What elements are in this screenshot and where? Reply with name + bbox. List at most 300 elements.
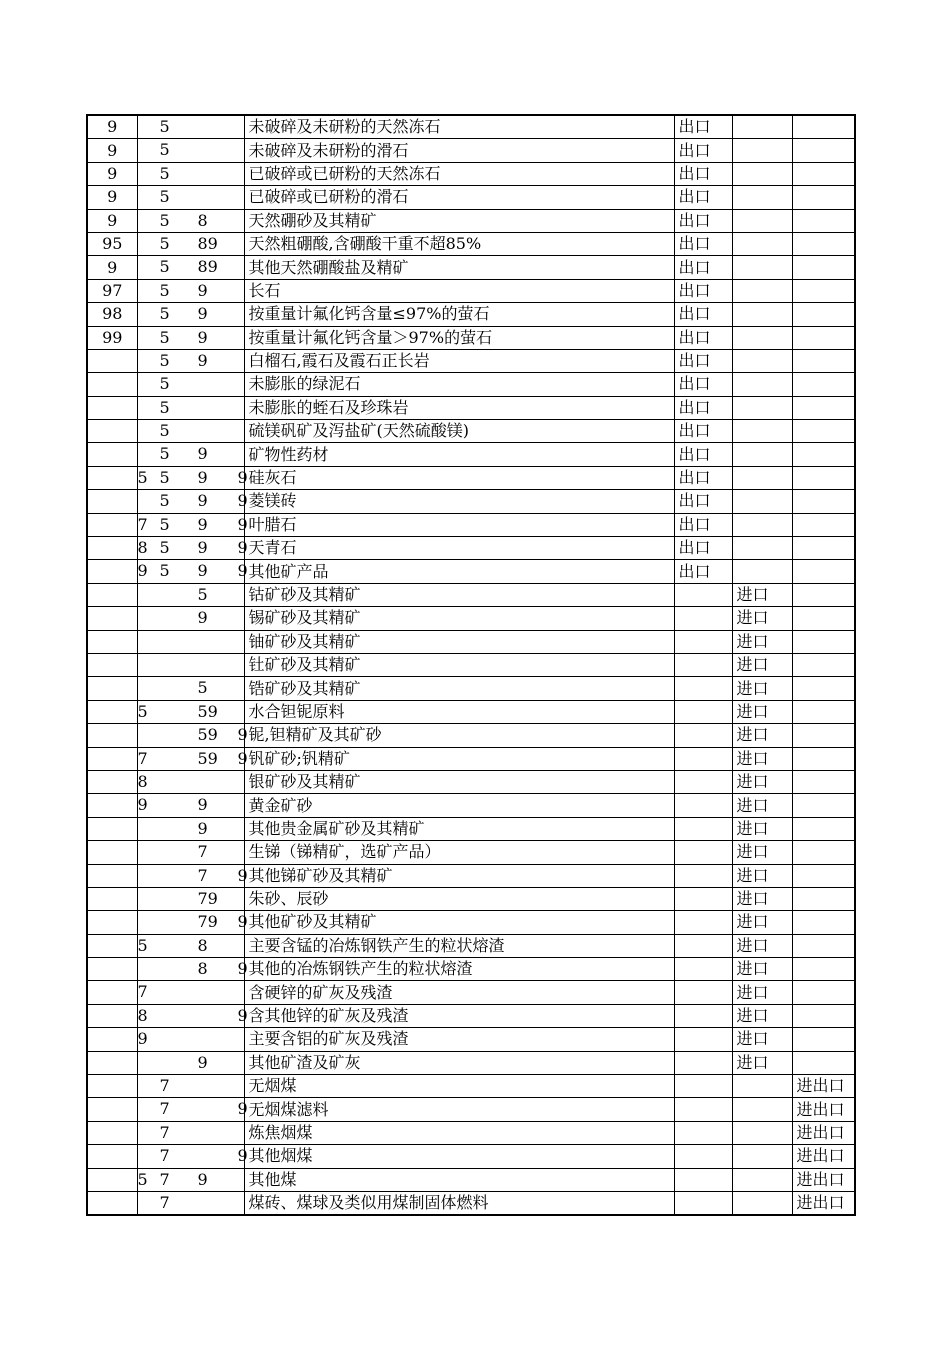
code-digits-cell bbox=[137, 770, 244, 793]
import-export-cell: 进出口 bbox=[792, 1121, 855, 1144]
commodity-name-cell: 硫镁矾矿及泻盐矿(天然硫酸镁) bbox=[244, 420, 674, 443]
import-export-cell bbox=[792, 677, 855, 700]
import-export-cell bbox=[792, 1028, 855, 1051]
code-prefix-cell bbox=[87, 537, 137, 560]
export-cell: 出口 bbox=[674, 466, 732, 489]
commodity-name-cell: 天然硼砂及其精矿 bbox=[244, 209, 674, 232]
import-cell bbox=[732, 396, 792, 419]
table-row bbox=[87, 1075, 855, 1098]
code-digit-b3: 9 bbox=[237, 491, 248, 511]
import-cell: 进口 bbox=[732, 911, 792, 934]
export-cell bbox=[674, 911, 732, 934]
import-export-cell bbox=[792, 864, 855, 887]
export-cell: 出口 bbox=[674, 490, 732, 513]
table-row bbox=[87, 162, 855, 185]
commodity-name-cell: 其他贵金属矿砂及其精矿 bbox=[244, 817, 674, 840]
import-cell bbox=[732, 279, 792, 302]
code-digit-b0: 9 bbox=[137, 795, 148, 815]
code-digit-b0: 7 bbox=[137, 514, 148, 534]
commodity-name-cell: 长石 bbox=[244, 279, 674, 302]
export-cell bbox=[674, 724, 732, 747]
import-cell bbox=[732, 1098, 792, 1121]
table-row bbox=[87, 653, 855, 676]
export-cell bbox=[674, 607, 732, 630]
import-cell bbox=[732, 256, 792, 279]
table-row bbox=[87, 256, 855, 279]
table-row bbox=[87, 513, 855, 536]
commodity-name-cell: 铌,钽精矿及其矿砂 bbox=[244, 724, 674, 747]
export-cell bbox=[674, 958, 732, 981]
code-digit-b0: 8 bbox=[137, 771, 148, 791]
import-export-cell bbox=[792, 911, 855, 934]
code-digit-b2: 89 bbox=[197, 257, 218, 277]
code-digits-cell bbox=[137, 934, 244, 957]
commodity-name-cell: 生锑（锑精矿，选矿产品） bbox=[244, 841, 674, 864]
import-cell: 进口 bbox=[732, 700, 792, 723]
export-cell bbox=[674, 630, 732, 653]
import-export-cell: 进出口 bbox=[792, 1098, 855, 1121]
code-digit-b2: 9 bbox=[197, 538, 208, 558]
import-export-cell: 进出口 bbox=[792, 1168, 855, 1191]
code-digit-b2: 9 bbox=[197, 608, 208, 628]
import-export-cell bbox=[792, 537, 855, 560]
code-prefix-cell: 97 bbox=[87, 279, 137, 302]
import-export-cell bbox=[792, 513, 855, 536]
export-cell: 出口 bbox=[674, 209, 732, 232]
code-prefix-cell: 99 bbox=[87, 326, 137, 349]
import-export-cell bbox=[792, 981, 855, 1004]
code-digit-b0: 5 bbox=[137, 701, 148, 721]
import-export-cell bbox=[792, 326, 855, 349]
code-prefix-cell bbox=[87, 794, 137, 817]
code-digit-b1: 5 bbox=[159, 210, 170, 230]
table-row bbox=[87, 981, 855, 1004]
table-row bbox=[87, 396, 855, 419]
import-cell: 进口 bbox=[732, 864, 792, 887]
import-export-cell bbox=[792, 256, 855, 279]
import-cell: 进口 bbox=[732, 841, 792, 864]
export-cell bbox=[674, 677, 732, 700]
code-digits-cell bbox=[137, 256, 244, 279]
import-cell bbox=[732, 186, 792, 209]
code-digit-b2: 9 bbox=[197, 327, 208, 347]
code-digit-b3: 9 bbox=[237, 725, 248, 745]
table-row bbox=[87, 115, 855, 139]
export-cell: 出口 bbox=[674, 537, 732, 560]
code-digit-b1: 5 bbox=[159, 257, 170, 277]
code-digits-cell bbox=[137, 607, 244, 630]
commodity-name-cell: 锆矿砂及其精矿 bbox=[244, 677, 674, 700]
code-digits-cell bbox=[137, 700, 244, 723]
import-cell bbox=[732, 209, 792, 232]
code-digit-b3: 9 bbox=[237, 1099, 248, 1119]
code-digit-b2: 9 bbox=[197, 491, 208, 511]
code-digit-b0: 8 bbox=[137, 1005, 148, 1025]
export-cell bbox=[674, 1075, 732, 1098]
code-digits-cell bbox=[137, 396, 244, 419]
import-cell: 进口 bbox=[732, 958, 792, 981]
code-digit-b1: 7 bbox=[159, 1122, 170, 1142]
export-cell bbox=[674, 770, 732, 793]
code-digit-b2: 9 bbox=[197, 818, 208, 838]
table-row bbox=[87, 934, 855, 957]
commodity-name-cell: 叶腊石 bbox=[244, 513, 674, 536]
import-export-cell bbox=[792, 466, 855, 489]
commodity-name-cell: 天青石 bbox=[244, 537, 674, 560]
code-prefix-cell bbox=[87, 396, 137, 419]
commodity-name-cell: 主要含铝的矿灰及残渣 bbox=[244, 1028, 674, 1051]
commodity-name-cell: 无烟煤滤料 bbox=[244, 1098, 674, 1121]
export-cell: 出口 bbox=[674, 373, 732, 396]
code-digit-b2: 59 bbox=[197, 701, 218, 721]
table-row bbox=[87, 349, 855, 372]
table-row bbox=[87, 279, 855, 302]
export-cell: 出口 bbox=[674, 256, 732, 279]
code-digits-cell bbox=[137, 466, 248, 489]
table-row bbox=[87, 443, 855, 466]
import-export-cell: 进出口 bbox=[792, 1145, 855, 1168]
code-digit-b1: 5 bbox=[159, 140, 170, 160]
import-export-cell bbox=[792, 209, 855, 232]
table-row bbox=[87, 560, 855, 583]
commodity-name-cell: 未破碎及未研粉的天然冻石 bbox=[244, 115, 674, 139]
export-cell bbox=[674, 1121, 732, 1144]
commodity-name-cell: 按重量计氟化钙含量≤97%的萤石 bbox=[244, 303, 674, 326]
code-digits-cell bbox=[137, 232, 244, 255]
code-digit-b1: 5 bbox=[159, 397, 170, 417]
import-cell bbox=[732, 326, 792, 349]
table-row bbox=[87, 373, 855, 396]
commodity-table bbox=[86, 114, 856, 1216]
code-digit-b2: 89 bbox=[197, 233, 218, 253]
code-digit-b2: 9 bbox=[197, 467, 208, 487]
code-prefix-cell bbox=[87, 724, 137, 747]
code-digits-cell bbox=[137, 1191, 244, 1215]
import-export-cell bbox=[792, 583, 855, 606]
import-cell bbox=[732, 162, 792, 185]
import-export-cell bbox=[792, 607, 855, 630]
code-digits-cell bbox=[137, 1051, 244, 1074]
table-row bbox=[87, 232, 855, 255]
code-digit-b0: 9 bbox=[137, 1029, 148, 1049]
export-cell: 出口 bbox=[674, 186, 732, 209]
code-digit-b2: 8 bbox=[197, 210, 208, 230]
code-digit-b0: 8 bbox=[137, 538, 148, 558]
commodity-name-cell: 其他煤 bbox=[244, 1168, 674, 1191]
code-prefix-cell bbox=[87, 911, 137, 934]
code-prefix-cell bbox=[87, 1051, 137, 1074]
import-cell bbox=[732, 560, 792, 583]
import-cell bbox=[732, 513, 792, 536]
code-digit-b2: 9 bbox=[197, 350, 208, 370]
code-digit-b2: 9 bbox=[197, 280, 208, 300]
code-prefix-cell bbox=[87, 583, 137, 606]
import-cell bbox=[732, 115, 792, 139]
export-cell bbox=[674, 700, 732, 723]
code-digits-cell bbox=[137, 443, 244, 466]
code-digit-b3: 9 bbox=[237, 538, 248, 558]
commodity-name-cell: 含其他锌的矿灰及残渣 bbox=[244, 1004, 674, 1027]
export-cell: 出口 bbox=[674, 326, 732, 349]
code-prefix-cell: 9 bbox=[87, 162, 137, 185]
export-cell bbox=[674, 1191, 732, 1215]
code-digits-cell bbox=[137, 162, 244, 185]
export-cell: 出口 bbox=[674, 232, 732, 255]
import-cell: 进口 bbox=[732, 583, 792, 606]
import-cell: 进口 bbox=[732, 817, 792, 840]
code-prefix-cell bbox=[87, 1121, 137, 1144]
table-row bbox=[87, 1051, 855, 1074]
import-export-cell bbox=[792, 958, 855, 981]
code-prefix-cell bbox=[87, 607, 137, 630]
code-prefix-cell bbox=[87, 1191, 137, 1215]
export-cell bbox=[674, 864, 732, 887]
import-export-cell bbox=[792, 700, 855, 723]
code-digit-b2: 9 bbox=[197, 444, 208, 464]
table-row bbox=[87, 537, 855, 560]
code-digit-b1: 5 bbox=[159, 374, 170, 394]
export-cell bbox=[674, 817, 732, 840]
commodity-name-cell: 其他锑矿砂及其精矿 bbox=[244, 864, 674, 887]
code-prefix-cell bbox=[87, 887, 137, 910]
import-export-cell bbox=[792, 724, 855, 747]
code-digit-b2: 5 bbox=[197, 584, 208, 604]
import-export-cell bbox=[792, 770, 855, 793]
import-cell: 进口 bbox=[732, 630, 792, 653]
code-digit-b1: 7 bbox=[159, 1076, 170, 1096]
code-prefix-cell bbox=[87, 490, 137, 513]
import-cell: 进口 bbox=[732, 1051, 792, 1074]
commodity-name-cell: 锡矿砂及其精矿 bbox=[244, 607, 674, 630]
import-cell: 进口 bbox=[732, 724, 792, 747]
code-prefix-cell bbox=[87, 1168, 137, 1191]
code-digit-b1: 5 bbox=[159, 561, 170, 581]
code-digit-b1: 5 bbox=[159, 327, 170, 347]
code-digits-cell bbox=[137, 724, 248, 747]
table-row bbox=[87, 209, 855, 232]
code-digit-b2: 9 bbox=[197, 514, 208, 534]
table-row bbox=[87, 490, 855, 513]
import-cell: 进口 bbox=[732, 677, 792, 700]
table-row bbox=[87, 1145, 855, 1168]
table-row bbox=[87, 607, 855, 630]
import-cell bbox=[732, 232, 792, 255]
code-prefix-cell bbox=[87, 981, 137, 1004]
table-row bbox=[87, 466, 855, 489]
code-digits-cell bbox=[137, 981, 244, 1004]
import-export-cell bbox=[792, 1051, 855, 1074]
table-row bbox=[87, 1121, 855, 1144]
code-prefix-cell: 9 bbox=[87, 256, 137, 279]
export-cell: 出口 bbox=[674, 349, 732, 372]
import-export-cell bbox=[792, 560, 855, 583]
import-cell bbox=[732, 1168, 792, 1191]
commodity-name-cell: 钒矿砂;钒精矿 bbox=[244, 747, 674, 770]
commodity-name-cell: 菱镁砖 bbox=[244, 490, 674, 513]
commodity-name-cell: 主要含锰的冶炼钢铁产生的粒状熔渣 bbox=[244, 934, 674, 957]
import-cell bbox=[732, 1075, 792, 1098]
code-digit-b1: 5 bbox=[159, 491, 170, 511]
code-prefix-cell bbox=[87, 420, 137, 443]
code-digits-cell bbox=[137, 747, 248, 770]
import-export-cell bbox=[792, 349, 855, 372]
import-export-cell: 进出口 bbox=[792, 1191, 855, 1215]
code-digit-b2: 5 bbox=[197, 678, 208, 698]
code-prefix-cell bbox=[87, 677, 137, 700]
code-digits-cell bbox=[137, 630, 244, 653]
import-cell bbox=[732, 466, 792, 489]
table-row bbox=[87, 1004, 855, 1027]
table-row bbox=[87, 630, 855, 653]
code-digit-b0: 5 bbox=[137, 1169, 148, 1189]
commodity-name-cell: 炼焦烟煤 bbox=[244, 1121, 674, 1144]
import-cell bbox=[732, 1121, 792, 1144]
code-digit-b2: 9 bbox=[197, 304, 208, 324]
import-cell bbox=[732, 303, 792, 326]
code-digits-cell bbox=[137, 1028, 244, 1051]
commodity-name-cell: 其他的冶炼钢铁产生的粒状熔渣 bbox=[244, 958, 674, 981]
commodity-name-cell: 黄金矿砂 bbox=[244, 794, 674, 817]
code-prefix-cell bbox=[87, 841, 137, 864]
import-export-cell: 进出口 bbox=[792, 1075, 855, 1098]
code-digit-b3: 9 bbox=[237, 748, 248, 768]
code-digit-b1: 5 bbox=[159, 514, 170, 534]
commodity-name-cell: 矿物性药材 bbox=[244, 443, 674, 466]
export-cell bbox=[674, 1051, 732, 1074]
commodity-name-cell: 朱砂、辰砂 bbox=[244, 887, 674, 910]
export-cell bbox=[674, 747, 732, 770]
import-export-cell bbox=[792, 630, 855, 653]
import-export-cell bbox=[792, 490, 855, 513]
code-digits-cell bbox=[137, 513, 248, 536]
code-prefix-cell bbox=[87, 700, 137, 723]
export-cell bbox=[674, 583, 732, 606]
export-cell: 出口 bbox=[674, 443, 732, 466]
code-prefix-cell bbox=[87, 1028, 137, 1051]
code-digits-cell bbox=[137, 303, 244, 326]
code-digits-cell bbox=[137, 653, 244, 676]
export-cell: 出口 bbox=[674, 513, 732, 536]
code-digit-b1: 5 bbox=[159, 163, 170, 183]
table-row bbox=[87, 724, 855, 747]
import-export-cell bbox=[792, 115, 855, 139]
import-cell: 进口 bbox=[732, 934, 792, 957]
code-digits-cell bbox=[137, 326, 244, 349]
code-digit-b3: 9 bbox=[237, 561, 248, 581]
code-prefix-cell: 9 bbox=[87, 186, 137, 209]
export-cell: 出口 bbox=[674, 279, 732, 302]
code-digit-b1: 5 bbox=[159, 187, 170, 207]
code-digits-cell bbox=[137, 279, 244, 302]
code-prefix-cell bbox=[87, 817, 137, 840]
code-digit-b0: 7 bbox=[137, 748, 148, 768]
code-digits-cell bbox=[137, 911, 248, 934]
code-prefix-cell bbox=[87, 1075, 137, 1098]
code-digit-b2: 8 bbox=[197, 935, 208, 955]
table-row bbox=[87, 326, 855, 349]
code-prefix-cell: 95 bbox=[87, 232, 137, 255]
code-digit-b3: 9 bbox=[237, 467, 248, 487]
table-row bbox=[87, 186, 855, 209]
export-cell bbox=[674, 1098, 732, 1121]
code-digits-cell bbox=[137, 841, 244, 864]
code-digit-b2: 7 bbox=[197, 865, 208, 885]
commodity-name-cell: 已破碎或已研粉的天然冻石 bbox=[244, 162, 674, 185]
import-export-cell bbox=[792, 396, 855, 419]
code-digits-cell bbox=[137, 209, 244, 232]
code-digit-b1: 5 bbox=[159, 444, 170, 464]
commodity-name-cell: 未破碎及未研粉的滑石 bbox=[244, 139, 674, 162]
import-export-cell bbox=[792, 186, 855, 209]
code-digit-b1: 7 bbox=[159, 1169, 170, 1189]
export-cell: 出口 bbox=[674, 420, 732, 443]
code-digit-b0: 7 bbox=[137, 982, 148, 1002]
commodity-name-cell: 无烟煤 bbox=[244, 1075, 674, 1098]
code-digits-cell bbox=[137, 1075, 244, 1098]
code-digits-cell bbox=[137, 1145, 248, 1168]
code-digit-b0: 5 bbox=[137, 935, 148, 955]
code-digit-b3: 9 bbox=[237, 865, 248, 885]
code-digit-b2: 8 bbox=[197, 959, 208, 979]
import-cell: 进口 bbox=[732, 770, 792, 793]
import-export-cell bbox=[792, 794, 855, 817]
table-row bbox=[87, 700, 855, 723]
import-cell bbox=[732, 349, 792, 372]
import-export-cell bbox=[792, 934, 855, 957]
table-row bbox=[87, 864, 855, 887]
code-prefix-cell bbox=[87, 513, 137, 536]
code-digit-b1: 5 bbox=[159, 233, 170, 253]
code-digits-cell bbox=[137, 560, 248, 583]
commodity-name-cell: 未膨胀的绿泥石 bbox=[244, 373, 674, 396]
code-prefix-cell: 9 bbox=[87, 209, 137, 232]
import-cell: 进口 bbox=[732, 607, 792, 630]
code-prefix-cell bbox=[87, 349, 137, 372]
commodity-name-cell: 钴矿砂及其精矿 bbox=[244, 583, 674, 606]
code-digit-b2: 79 bbox=[197, 912, 218, 932]
export-cell bbox=[674, 1004, 732, 1027]
table-row bbox=[87, 677, 855, 700]
code-digits-cell bbox=[137, 887, 244, 910]
code-digit-b1: 7 bbox=[159, 1146, 170, 1166]
table-row bbox=[87, 887, 855, 910]
commodity-name-cell: 已破碎或已研粉的滑石 bbox=[244, 186, 674, 209]
code-digit-b3: 9 bbox=[237, 1005, 248, 1025]
code-prefix-cell: 9 bbox=[87, 139, 137, 162]
export-cell bbox=[674, 981, 732, 1004]
code-digits-cell bbox=[137, 864, 248, 887]
code-digit-b3: 9 bbox=[237, 959, 248, 979]
table-row bbox=[87, 841, 855, 864]
code-digits-cell bbox=[137, 1098, 248, 1121]
import-cell bbox=[732, 1145, 792, 1168]
export-cell: 出口 bbox=[674, 396, 732, 419]
code-digits-cell bbox=[137, 420, 244, 443]
code-digit-b2: 9 bbox=[197, 795, 208, 815]
commodity-name-cell: 铀矿砂及其精矿 bbox=[244, 630, 674, 653]
commodity-name-cell: 其他矿产品 bbox=[244, 560, 674, 583]
code-prefix-cell bbox=[87, 958, 137, 981]
code-digits-cell bbox=[137, 1004, 248, 1027]
code-prefix-cell bbox=[87, 560, 137, 583]
import-cell bbox=[732, 139, 792, 162]
code-digit-b2: 7 bbox=[197, 842, 208, 862]
import-export-cell bbox=[792, 817, 855, 840]
code-digit-b1: 5 bbox=[159, 280, 170, 300]
code-digit-b0: 5 bbox=[137, 467, 148, 487]
export-cell: 出口 bbox=[674, 303, 732, 326]
code-prefix-cell bbox=[87, 1004, 137, 1027]
